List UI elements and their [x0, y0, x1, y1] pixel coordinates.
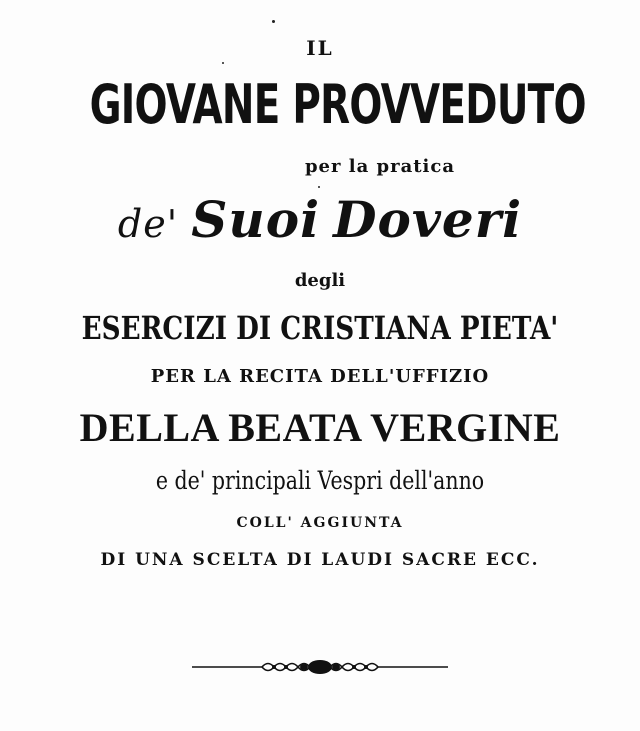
subtitle-recita: PER LA RECITA DELL'UFFIZIO — [150, 366, 490, 387]
doveri-word-doveri: Doveri — [333, 190, 523, 249]
subtitle-vespri: e de' principali Vespri dell'anno — [155, 466, 485, 495]
doveri-word-suoi: Suoi — [191, 190, 321, 249]
ink-speck — [272, 20, 275, 23]
subtitle-pratica: per la pratica — [304, 156, 456, 177]
subtitle-doveri — [0, 190, 640, 249]
doveri-prefix: de' — [117, 202, 179, 246]
ink-speck — [222, 62, 224, 64]
subtitle-aggiunta: COLL' AGGIUNTA — [236, 515, 404, 531]
subtitle-beata-vergine: DELLA BEATA VERGINE — [79, 405, 561, 450]
ink-speck — [318, 186, 320, 188]
subtitle-degli: degli — [294, 270, 346, 291]
title-article: IL — [306, 36, 334, 60]
main-title: GIOVANE PROVVEDUTO — [89, 73, 586, 136]
subtitle-laudi: DI UNA SCELTA DI LAUDI SACRE ECC. — [100, 550, 540, 570]
subtitle-esercizi: ESERCIZI DI CRISTIANA PIETA' — [81, 309, 559, 347]
decorative-rule-ornament — [190, 655, 450, 679]
